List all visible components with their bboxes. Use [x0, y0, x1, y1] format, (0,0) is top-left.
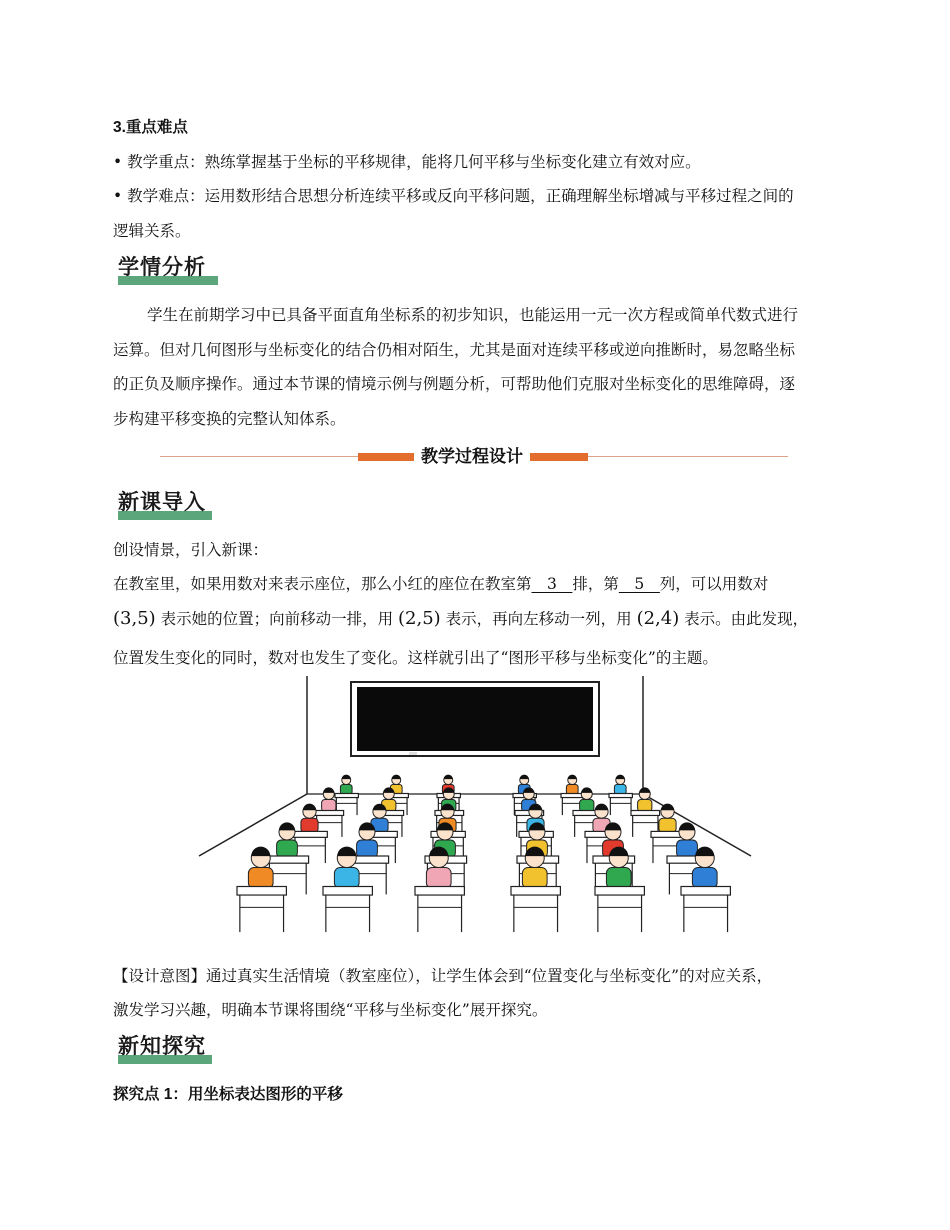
xueqing-paragraph-line: 的正负及顺序操作。通过本节课的情境示例与例题分析，可帮助他们克服对坐标变化的思维障碍，逐 — [113, 375, 796, 393]
students-group — [237, 775, 730, 933]
student-at-desk — [631, 787, 660, 837]
design-intent-line: 【设计意图】通过真实生活情境（教室座位），让学生体会到“位置变化与坐标变化”的对应关系， — [113, 967, 773, 985]
blank-row: __3__ — [531, 575, 573, 593]
section-heading: 3.重点难点 — [113, 119, 188, 136]
xueqing-paragraph-line: 步构建平移变换的完整认知体系。 — [113, 410, 346, 428]
design-intent-line: 激发学习兴趣，明确本节课将围绕“平移与坐标变化”展开探究。 — [113, 1001, 548, 1019]
classroom-illustration — [195, 676, 755, 948]
xinzhi-badge: 新知探究 — [118, 1034, 212, 1060]
scenario-line: (3,5) 表示她的位置；向前移动一排，用 (2,5) 表示，再向左移动一列，用 (2,4) 表示。由此发现， — [113, 608, 809, 629]
key-point-bullet: • 教学重点：熟练掌握基于坐标的平移规律，能将几何平移与坐标变化建立有效对应。 — [113, 153, 701, 171]
xueqing-badge: 学情分析 — [118, 255, 218, 281]
xueqing-paragraph-line: 运算。但对几何图形与坐标变化的结合仍相对陌生，尤其是面对连续平移或逆向推断时，易忽略坐标 — [113, 341, 796, 359]
coord-pair: (3,5) — [113, 608, 156, 629]
difficulty-bullet-cont: 逻辑关系。 — [113, 222, 191, 240]
divider-title: 教学过程设计 — [414, 444, 530, 470]
student-at-desk — [609, 775, 632, 816]
xinke-badge: 新课导入 — [118, 490, 212, 516]
scenario-line: 在教室里，如果用数对来表示座位，那么小红的座位在教室第__3__排，第__5__列，可以用数对 — [113, 575, 769, 593]
coord-pair: (2,4) — [636, 608, 680, 629]
difficulty-bullet: • 教学难点：运用数形结合思想分析连续平移或反向平移问题，正确理解坐标增减与平移过程之间的 — [113, 187, 794, 205]
student-at-desk — [335, 775, 358, 816]
blank-column: __5__ — [618, 575, 660, 593]
xueqing-paragraph-line: 学生在前期学习中已具备平面直角坐标系的初步知识，也能运用一元一次方程或简单代数式进行 — [147, 306, 799, 324]
intro-line: 创设情景，引入新课： — [113, 541, 269, 559]
exploration-point-heading: 探究点 1：用坐标表达图形的平移 — [113, 1086, 343, 1103]
coord-pair: (2,5) — [398, 608, 441, 629]
scenario-line: 位置发生变化的同时，数对也发生了变化。这样就引出了“图形平移与坐标变化”的主题。 — [113, 649, 718, 667]
